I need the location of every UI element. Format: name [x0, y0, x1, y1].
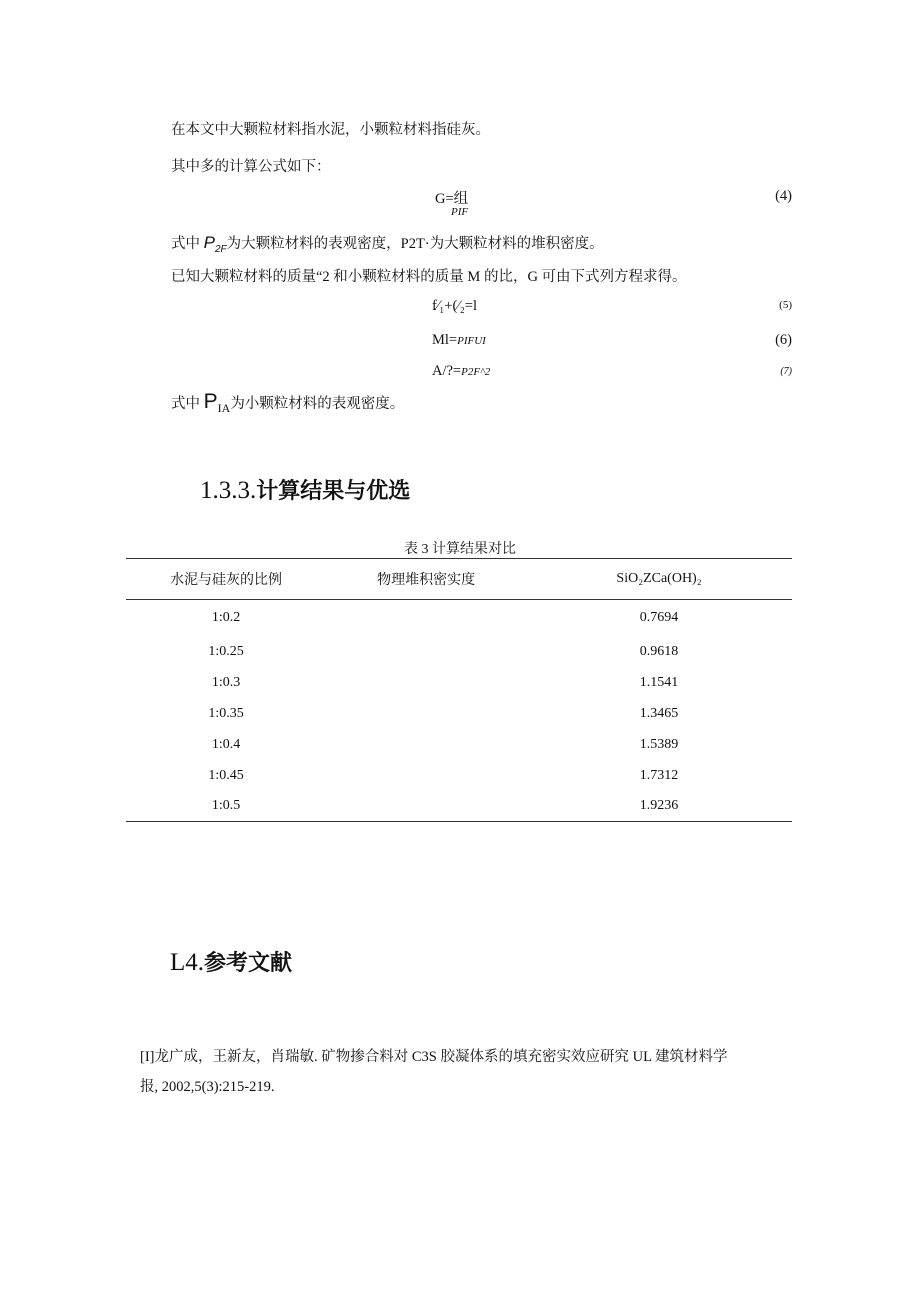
- table-cell-density: [326, 698, 526, 729]
- reference-1-line-2: 报, 2002,5(3):215-219.: [140, 1079, 275, 1095]
- equation-7-lhs: A/?=: [432, 363, 462, 379]
- equation-7-number: (7): [780, 366, 792, 377]
- table-cell-density: [326, 791, 526, 822]
- table-cell-ratio: 1:0.4: [211, 736, 241, 752]
- equation-6-number: (6): [775, 332, 792, 348]
- equation-5: f∕₁+(∕₂=l: [432, 298, 477, 314]
- equation-6-lhs: Ml=: [432, 332, 458, 348]
- equation-6: [432, 332, 486, 349]
- paragraph-symbol-definition-2: [171, 390, 404, 416]
- equation-5-number: (5): [779, 299, 792, 311]
- table-cell-value: 0.9618: [639, 643, 679, 659]
- table-caption: 表 3 计算结果对比: [404, 542, 516, 557]
- table-row: [126, 636, 792, 667]
- table-header-ratio: 水泥与硅灰的比例: [126, 559, 326, 600]
- table-cell-value: 1.1541: [639, 674, 679, 690]
- reference-1-line-1: [I]龙广成，王新友，肖瑞敏. 矿物掺合料对 C3S 胶凝体系的填充密实效应研究 UL 建筑材料学: [140, 1049, 728, 1065]
- equation-4-denominator: PIF: [451, 206, 469, 218]
- table-cell-value: 1.3465: [639, 705, 679, 721]
- paragraph-definition: 在本文中大颗粒材料指水泥，小颗粒材料指硅灰。: [171, 122, 490, 138]
- table-cell-value: 1.7312: [639, 767, 679, 783]
- symbol-subscript: IA: [217, 400, 231, 415]
- table-cell-value: 1.9236: [526, 791, 792, 822]
- paragraph-symbol-definition-1: [171, 232, 604, 255]
- paragraph-mass-ratio: 已知大颗粒材料的质量“2 和小颗粒材料的质量 M 的比，G 可由下式列方程求得。: [171, 269, 687, 285]
- table-cell-ratio: 1:0.25: [208, 643, 244, 659]
- table-cell-ratio: 1:0.2: [211, 610, 241, 625]
- equation-6-rhs: PIFUI: [457, 335, 486, 347]
- section-title: 参考文献: [204, 951, 293, 976]
- table-cell-value: 0.7694: [639, 610, 679, 625]
- table-cell-ratio: 1:0.3: [211, 674, 241, 690]
- table-row: [126, 667, 792, 698]
- table-cell-ratio: 1:0.5: [126, 791, 326, 822]
- paragraph-prefix: 式中: [171, 396, 204, 412]
- equation-7: [432, 363, 490, 380]
- symbol-subscript: 2F: [214, 243, 227, 255]
- table-cell-value: 1.5389: [639, 736, 679, 752]
- table-header-packing-density: 物理堆积密实度: [326, 559, 526, 600]
- equation-4: G=组: [435, 191, 469, 207]
- table-cell-density: [326, 600, 526, 637]
- section-heading-1-3-3: [200, 474, 410, 505]
- table-cell-density: [326, 636, 526, 667]
- table-row: [126, 600, 792, 637]
- symbol-p: P: [203, 390, 218, 413]
- section-number: L4.: [170, 949, 205, 976]
- table-cell-ratio: 1:0.35: [208, 705, 244, 721]
- table-row: [126, 729, 792, 760]
- paragraph-text: 为大颗粒材料的表观密度，P2T·为大颗粒材料的堆积密度。: [226, 236, 604, 252]
- table-cell-ratio: 1:0.45: [208, 767, 244, 783]
- table-header-row: [126, 559, 792, 600]
- paragraph-text: 为小颗粒材料的表观密度。: [230, 396, 405, 412]
- table-cell-density: [326, 760, 526, 791]
- symbol-p: P: [203, 233, 215, 252]
- section-heading-references: [170, 946, 292, 977]
- results-table: [126, 558, 792, 822]
- table-cell-density: [326, 729, 526, 760]
- equation-4-number: (4): [775, 188, 792, 204]
- section-title: 计算结果与优选: [256, 479, 411, 504]
- paragraph-formula-intro: 其中多的计算公式如下：: [171, 159, 331, 175]
- equation-7-rhs: P2F^2: [461, 366, 491, 378]
- section-number: 1.3.3.: [200, 477, 257, 504]
- table-row: [126, 760, 792, 791]
- table-row: [126, 698, 792, 729]
- table-header-ratio-sio2-caoh2: SiO₂ZCa(OH)₂: [526, 559, 792, 600]
- table-row: [126, 791, 792, 822]
- table-cell-density: [326, 667, 526, 698]
- paragraph-prefix: 式中: [171, 236, 204, 252]
